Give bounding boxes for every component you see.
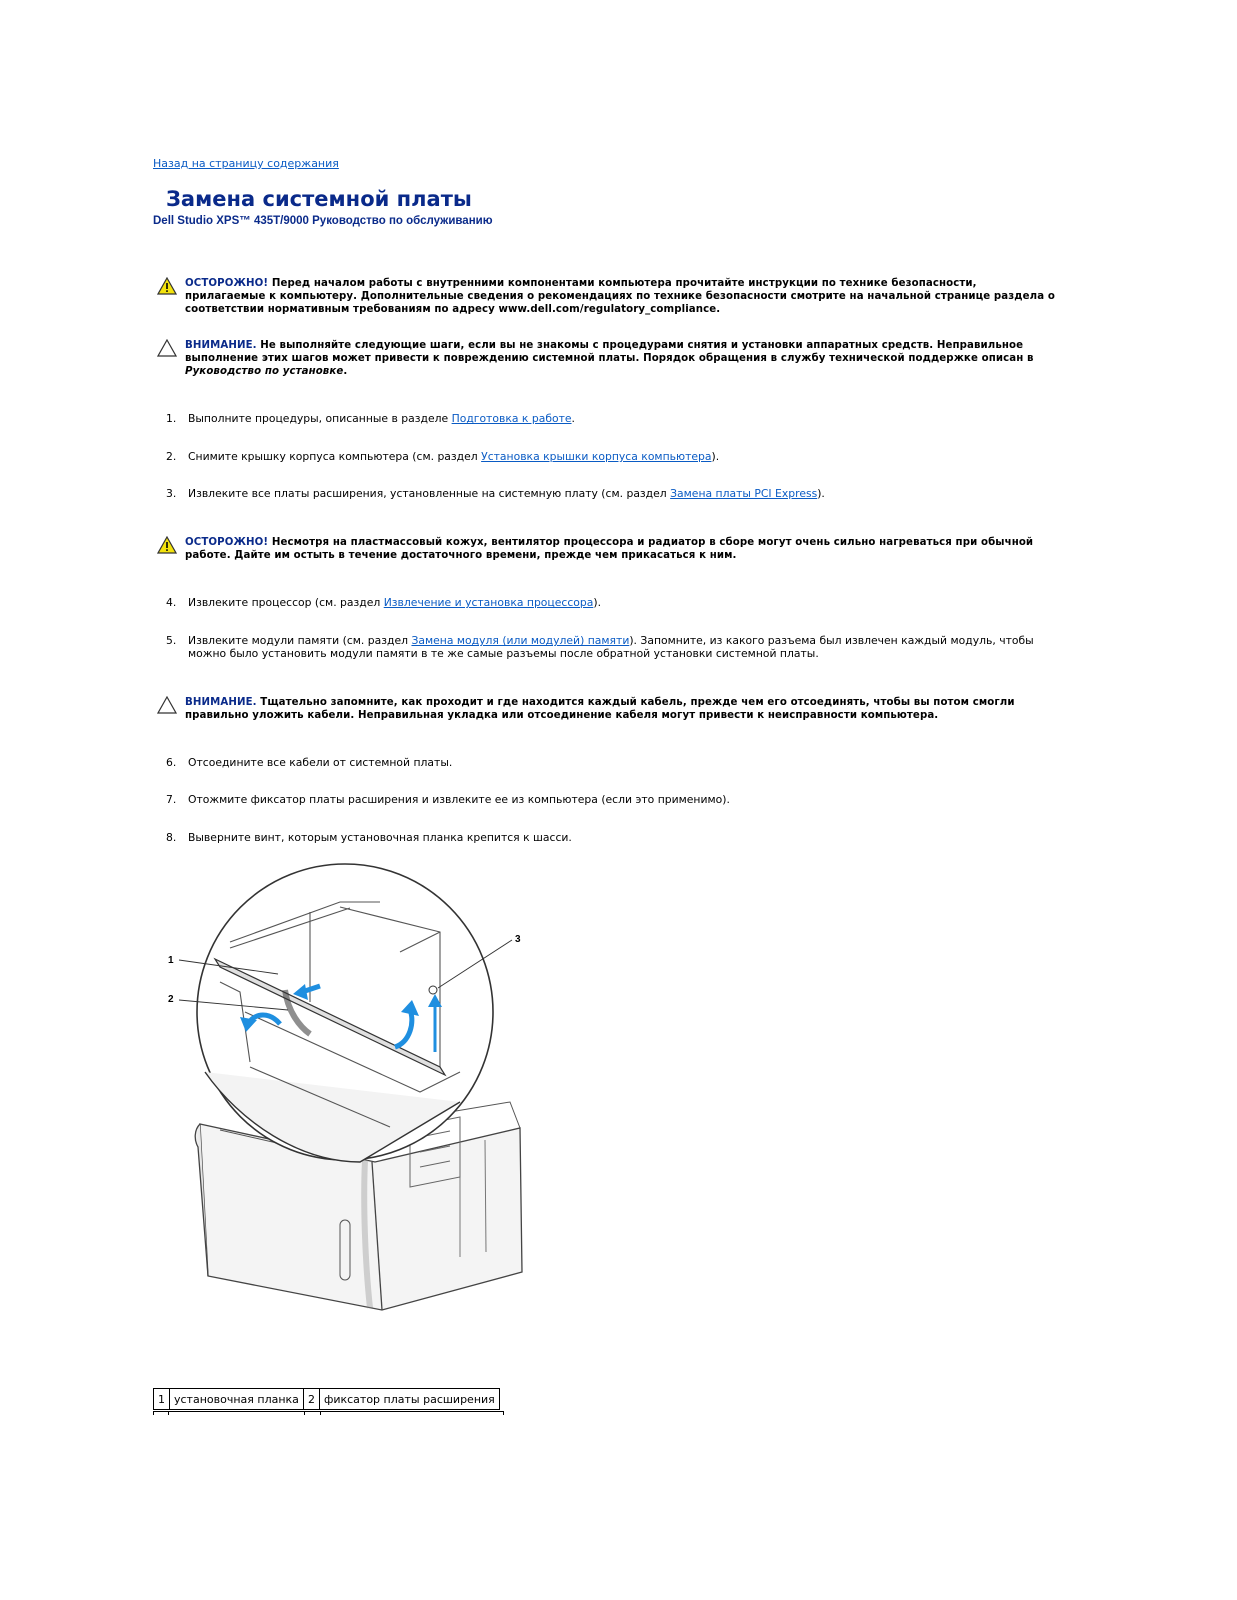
page-title: Замена системной платы	[166, 187, 472, 211]
step-item: 7. Отожмите фиксатор платы расширения и извлеките ее из компьютера (если это применимо).	[166, 793, 730, 806]
notice-text: ВНИМАНИЕ. Не выполняйте следующие шаги, если вы не знакомы с процедурами снятия и установки аппаратных средств. Неправильное выполнение этих шагов может привести к повреждению системной платы. Порядок обращения в службу технической поддержке описан в Руководство по установке.	[185, 340, 1034, 377]
notice-text: ОСТОРОЖНО! Перед началом работы с внутренними компонентами компьютера прочитайте инструкции по технике безопасности, прилагаемые к компьютеру. Дополнительные сведения о рекомендациях по технике безопасности смотрите на начальной странице раздела о соответствии нормативным требованиям по адресу www.dell.com/regulatory_compliance.	[185, 278, 1055, 315]
safety-warning-notice	[157, 277, 1057, 316]
step-item: 8. Выверните винт, которым установочная планка крепится к шасси.	[166, 831, 572, 844]
step-link[interactable]: Замена модуля (или модулей) памяти	[411, 634, 630, 647]
step-link[interactable]: Замена платы PCI Express	[670, 487, 818, 500]
callout-legend-table	[153, 1388, 500, 1410]
document-subtitle: Dell Studio XPS™ 435T/9000 Руководство по обслуживанию	[153, 215, 493, 227]
notice-label: ВНИМАНИЕ.	[185, 340, 257, 351]
caution-triangle-icon	[157, 339, 177, 357]
step-item: 1. Выполните процедуры, описанные в разделе Подготовка к работе.	[166, 412, 575, 425]
legend-label: установочная планка	[170, 1389, 304, 1410]
callout-2: 2	[168, 994, 174, 1005]
notice-text: ОСТОРОЖНО! Несмотря на пластмассовый кожух, вентилятор процессора и радиатор в сборе могут очень сильно нагреваться при обычной работе. Дайте им остыть в течение достаточного времени, прежде чем прикасаться к ним.	[185, 537, 1034, 561]
notice-label: ОСТОРОЖНО!	[185, 278, 269, 289]
notice-text: ВНИМАНИЕ. Тщательно запомните, как проходит и где находится каждый кабель, прежде чем его отсоединять, чтобы вы потом смогли правильно уложить кабели. Неправильная укладка или отсоединение кабеля могут привести к неисправности компьютера.	[185, 697, 1015, 721]
callout-3: 3	[515, 934, 521, 945]
step-item: 4. Извлеките процессор (см. раздел Извлечение и установка процессора).	[166, 596, 602, 609]
safety-warning-notice	[157, 536, 1057, 562]
legend-table-continuation	[153, 1411, 504, 1415]
step-link[interactable]: Извлечение и установка процессора	[383, 596, 594, 609]
caution-notice	[157, 696, 1057, 722]
caution-triangle-icon	[157, 696, 177, 714]
step-item: 5. Извлеките модули памяти (см. раздел Замена модуля (или модулей) памяти). Запомните, из какого разъема был извлечен каждый модуль, чтобы можно было установить модули памяти в те же самые разъемы после обратной установки системной платы.	[166, 634, 1034, 660]
caution-notice	[157, 339, 1057, 378]
system-board-illustration	[160, 862, 540, 1317]
notice-label: ОСТОРОЖНО!	[185, 537, 269, 548]
legend-label: фиксатор платы расширения	[319, 1389, 499, 1410]
step-item: 3. Извлеките все платы расширения, установленные на системную плату (см. раздел Замена платы PCI Express).	[166, 487, 825, 500]
step-link[interactable]: Подготовка к работе	[451, 412, 572, 425]
back-to-contents-link[interactable]: Назад на страницу содержания	[153, 157, 339, 170]
notice-label: ВНИМАНИЕ.	[185, 697, 257, 708]
warning-triangle-icon	[157, 277, 177, 295]
callout-1: 1	[168, 955, 174, 966]
step-item: 2. Снимите крышку корпуса компьютера (см. раздел Установка крышки корпуса компьютера).	[166, 450, 720, 463]
step-link[interactable]: Установка крышки корпуса компьютера	[481, 450, 712, 463]
legend-num: 1	[154, 1389, 170, 1410]
step-item: 6. Отсоедините все кабели от системной платы.	[166, 756, 453, 769]
warning-triangle-icon	[157, 536, 177, 554]
table-row	[154, 1389, 500, 1410]
legend-num: 2	[303, 1389, 319, 1410]
